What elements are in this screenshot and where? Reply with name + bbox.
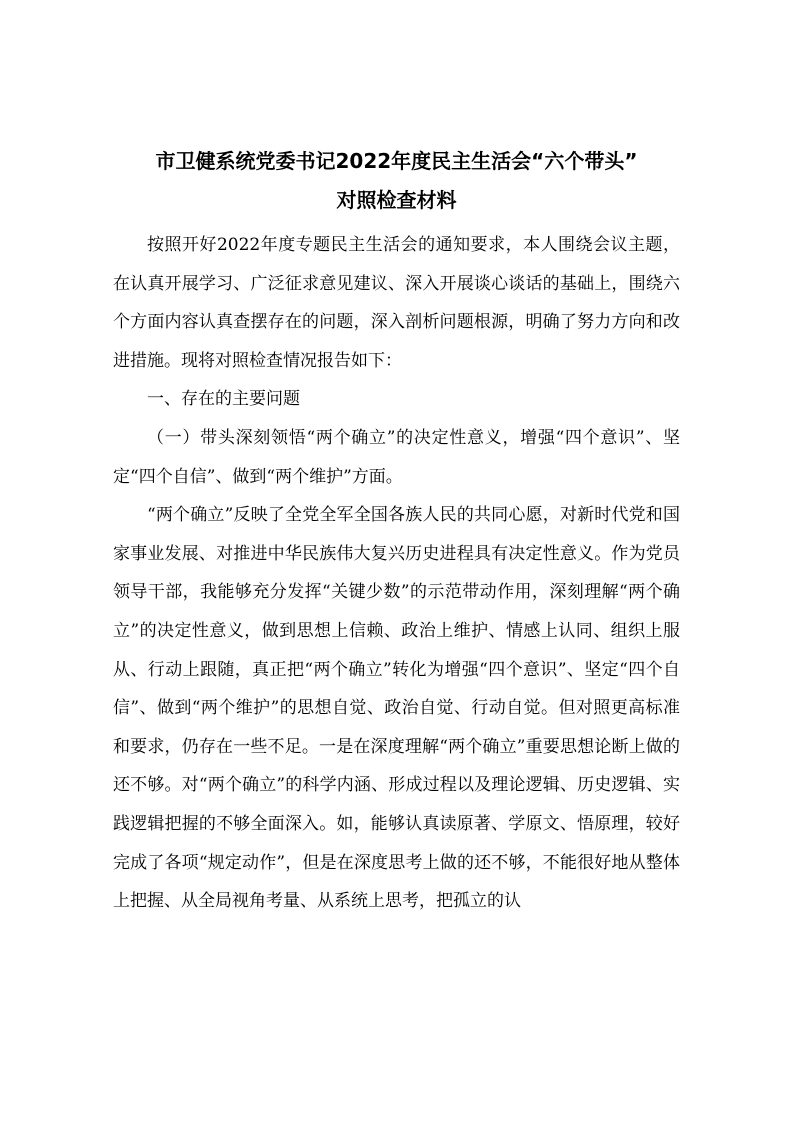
body-paragraph: “两个确立”反映了全党全军全国各族人民的共同心愿，对新时代党和国家事业发展、对推进中华民族伟大复兴历史进程具有决定性意义。作为党员领导干部，我能够充分发挥“关键少数”的示范带动作用，深刻理解“两个确立”的决定性意义，做到思想上信赖、政治上维护、情感上认同、组织上服从、行动上跟随，真正把“两个确立”转化为增强“四个意识”、坚定“四个自信”、做到“两个维护”的思想自觉、政治自觉、行动自觉。但对照更高标准和要求，仍存在一些不足。一是在深度理解“两个确立”重要思想论断上做的还不够。对“两个确立”的科学内涵、形成过程以及理论逻辑、历史逻辑、实践逻辑把握的不够全面深入。如，能够认真读原著、学原文、悟原理，较好完成了各项“规定动作”，但是在深度思考上做的还不够，不能很好地从整体上把握、从全局视角考量、从系统上思考，把孤立的认 [113, 505, 680, 912]
document-title-line-1: 市卫健系统党委书记2022年度民主生活会“六个带头” [155, 149, 638, 173]
intro-paragraph: 按照开好2022年度专题民主生活会的通知要求，本人围绕会议主题，在认真开展学习、广泛征求意见建议、深入开展谈心谈话的基础上，围绕六个方面内容认真查摆存在的问题，深入剖析问题根源，明确了努力方向和改进措施。现将对照检查情况报告如下： [113, 235, 680, 371]
subsection-heading-1: （一）带头深刻领悟“两个确立”的决定性意义，增强“四个意识”、坚定“四个自信”、做到“两个维护”方面。 [113, 427, 680, 487]
section-heading-main-problems: 一、存在的主要问题 [147, 389, 300, 410]
document-title-line-2: 对照检查材料 [336, 188, 457, 212]
document-body [113, 226, 680, 921]
